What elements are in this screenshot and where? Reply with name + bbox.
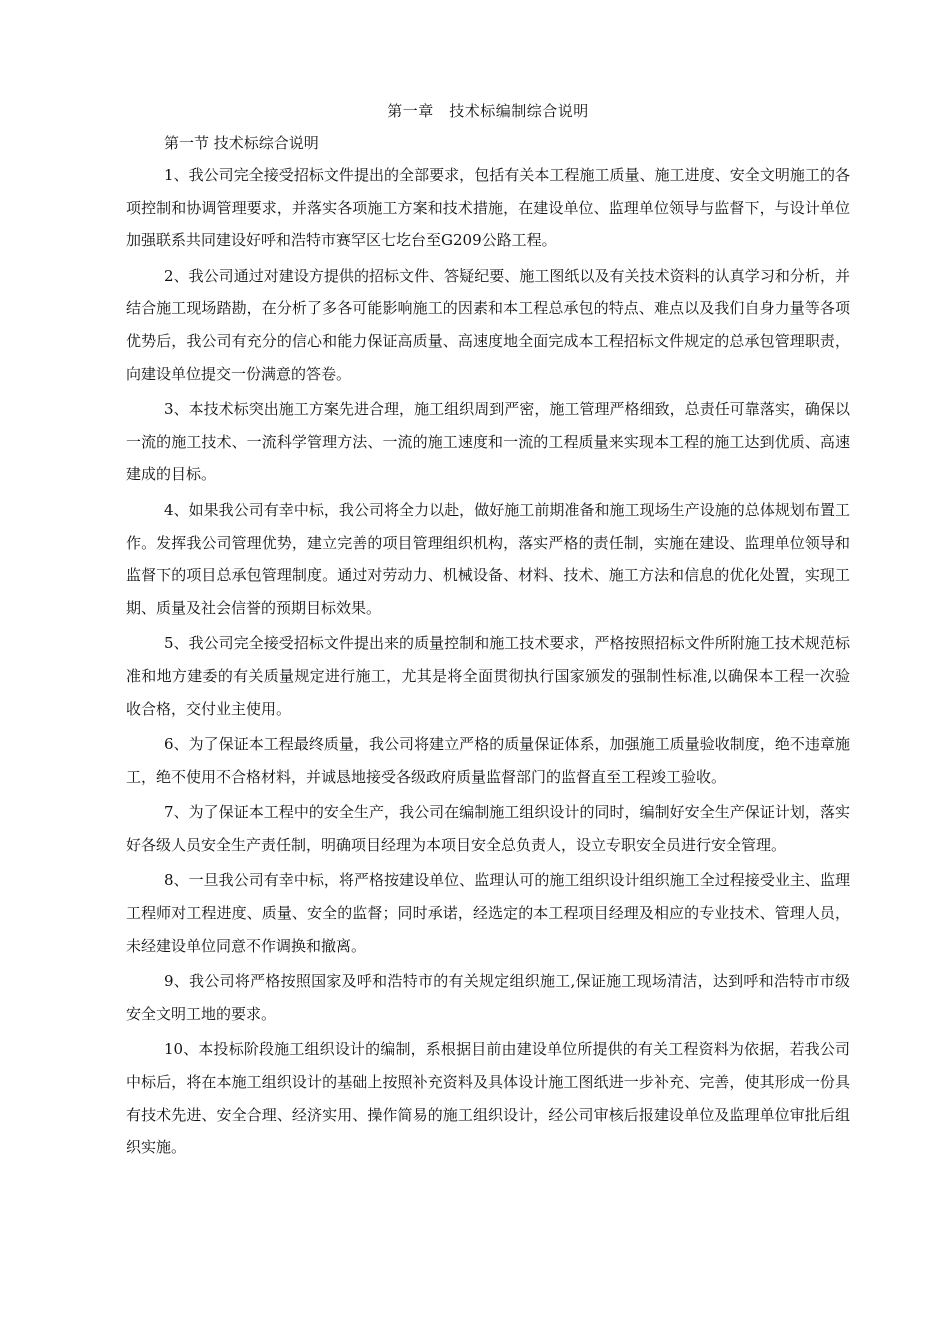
document-body bbox=[126, 98, 850, 1167]
paragraph-5: 5、我公司完全接受招标文件提出来的质量控制和施工技术要求，严格按照招标文件所附施工技术规范标准和地方建委的有关质量规定进行施工，尤其是将全面贯彻执行国家颁发的强制性标准,以确保本工程一次验收合格，交付业主使用。 bbox=[126, 634, 850, 718]
section-title: 第一节 技术标综合说明 bbox=[164, 134, 319, 152]
paragraph-4: 4、如果我公司有幸中标，我公司将全力以赴，做好施工前期准备和施工现场生产设施的总体规划布置工作。发挥我公司管理优势，建立完善的项目管理组织机构，落实严格的责任制，实施在建设、监理单位领导和监督下的项目总承包管理制度。通过对劳动力、机械设备、材料、技术、施工方法和信息的优化处置，实现工期、质量及社会信誉的预期目标效果。 bbox=[126, 500, 850, 617]
paragraph-9: 9、我公司将严格按照国家及呼和浩特市的有关规定组织施工,保证施工现场清洁，达到呼和浩特市市级安全文明工地的要求。 bbox=[126, 972, 850, 1023]
paragraph-6: 6、为了保证本工程最终质量，我公司将建立严格的质量保证体系，加强施工质量验收制度，绝不违章施工，绝不使用不合格材料，并诚恳地接受各级政府质量监督部门的监督直至工程竣工验收。 bbox=[126, 735, 850, 786]
paragraph-7: 7、为了保证本工程中的安全生产，我公司在编制施工组织设计的同时，编制好安全生产保证计划，落实好各级人员安全生产责任制，明确项目经理为本项目安全总负责人，设立专职安全员进行安全管理。 bbox=[126, 803, 850, 854]
paragraph-1: 1、我公司完全接受招标文件提出的全部要求，包括有关本工程施工质量、施工进度、安全文明施工的各项控制和协调管理要求，并落实各项施工方案和技术措施，在建设单位、监理单位领导与监督下，与设计单位加强联系共同建设好呼和浩特市赛罕区七圪台至G209公路工程。 bbox=[126, 166, 850, 250]
paragraph-10: 10、本投标阶段施工组织设计的编制，系根据目前由建设单位所提供的有关工程资料为依据，若我公司中标后，将在本施工组织设计的基础上按照补充资料及具体设计施工图纸进一步补充、完善，使其形成一份具有技术先进、安全合理、经济实用、操作简易的施工组织设计，经公司审核后报建设单位及监理单位审批后组织实施。 bbox=[126, 1040, 850, 1157]
paragraph-2: 2、我公司通过对建设方提供的招标文件、答疑纪要、施工图纸以及有关技术资料的认真学习和分析，并结合施工现场踏勘，在分析了多各可能影响施工的因素和本工程总承包的特点、难点以及我们自身力量等各项优势后，我公司有充分的信心和能力保证高质量、高速度地全面完成本工程招标文件规定的总承包管理职责，向建设单位提交一份满意的答卷。 bbox=[126, 266, 850, 383]
chapter-title: 第一章 技术标编制综合说明 bbox=[387, 102, 589, 120]
paragraph-3: 3、本技术标突出施工方案先进合理，施工组织周到严密，施工管理严格细致，总责任可靠落实，确保以一流的施工技术、一流科学管理方法、一流的施工速度和一流的工程质量来实现本工程的施工达到优质、高速建成的目标。 bbox=[126, 400, 850, 484]
paragraph-8: 8、一旦我公司有幸中标，将严格按建设单位、监理认可的施工组织设计组织施工全过程接受业主、监理工程师对工程进度、质量、安全的监督；同时承诺，经选定的本工程项目经理及相应的专业技术、管理人员，未经建设单位同意不作调换和撤离。 bbox=[126, 871, 850, 955]
